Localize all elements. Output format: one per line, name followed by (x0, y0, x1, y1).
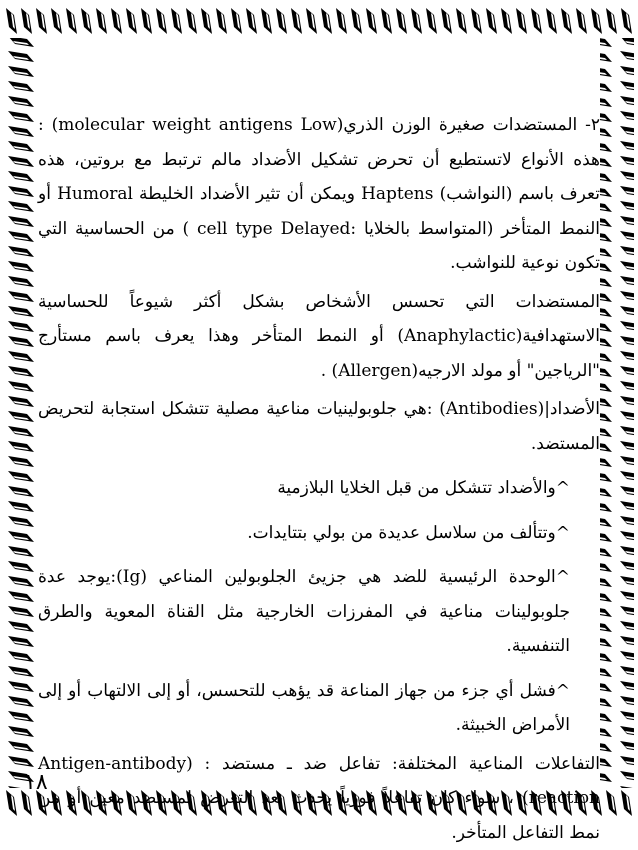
page-number: ١٨ (24, 770, 48, 795)
document-body (38, 108, 600, 850)
bullet-immune-failure: ^فشل أي جزء من جهاز المناعة قد يؤهب للتحسس، أو إلى الالتهاب أو إلى الأمراض الخبيثة. (38, 674, 600, 743)
paragraph-immune-reactions: التفاعلات المناعية المختلفة: تفاعل ضد ـ مستضد : (Antigen-antibody reaction) ، سواء كان تفاعلاً فورياً يحدث بعد التعرض لمستضد معين أو من نمط التفاعل المتأخر. (38, 747, 600, 850)
paragraph-antibodies: الأضداد|(Antibodies) :هي جلوبولينيات مناعية مصلية تتشكل استجابة لتحريض المستضد. (38, 392, 600, 461)
bullet-immunoglobulin: ^الوحدة الرئيسية للضد هي جزيئ الجلوبولين المناعي (Ig):يوجد عدة جلوبولينات مناعية في المفرزات الخارجية مثل القناة المعوية والطرق التنفسية. (38, 560, 600, 664)
bullet-plasma-cells: ^والأضداد تتشكل من قبل الخلايا البلازمية (38, 471, 600, 506)
paragraph-low-weight-antigens: ٢- المستضدات صغيرة الوزن الذري(molecular weight antigens Low) : هذه الأنواع لاتستطيع أن تحرض تشكيل الأضداد مالم ترتبط مع بروتين، هذه تعرف باسم (النواشب) Haptens ويمكن أن تثير الأضداد الخليطة Humoral أو النمط المتأخر (المتواسط بالخلايا :cell type Delayed ) من الحساسية التي تكون نوعية للنواشب. (38, 108, 600, 281)
bullet-polypeptide-chains: ^وتتألف من سلاسل عديدة من بولي بتتايدات. (38, 516, 600, 551)
paragraph-sensitizing-antigens: المستضدات التي تحسس الأشخاص بشكل أكثر شيوعاً للحساسية الاستهدافية(Anaphylactic) أو النمط المتأخر وهذا يعرف باسم مستأرج "الرياجين" أو مولد الارجيه(Allergen) . (38, 285, 600, 389)
